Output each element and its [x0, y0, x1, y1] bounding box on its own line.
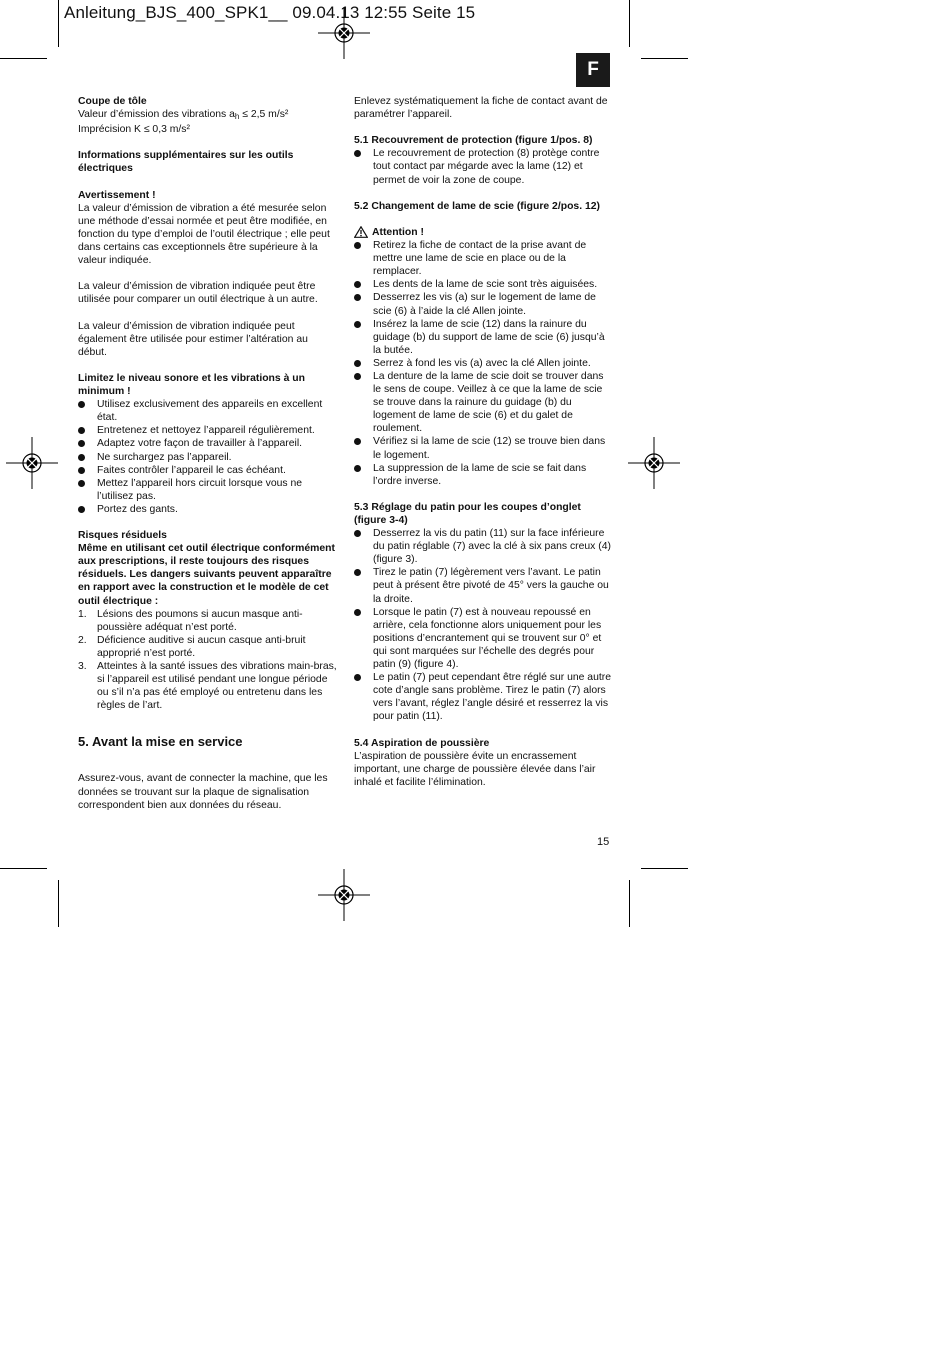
limit-title: Limitez le niveau sonore et les vibrations à un minimum !	[78, 372, 305, 398]
warning-triangle-icon	[354, 226, 368, 238]
residual-risks-block	[78, 529, 338, 712]
list-item: La suppression de la lame de scie se fait dans l’ordre inverse.	[354, 462, 612, 488]
crop-mark	[0, 58, 47, 59]
list-item: Adaptez votre façon de travailler à l’appareil.	[78, 437, 338, 450]
warning-block	[78, 189, 338, 268]
list-item: Ne surchargez pas l’appareil.	[78, 451, 338, 464]
registration-mark-icon	[318, 7, 370, 59]
print-header: Anleitung_BJS_400_SPK1__ 09.04.13 12:55 Seite 15	[64, 3, 476, 22]
section-5-1-list	[354, 147, 612, 186]
list-item: Entretenez et nettoyez l’appareil régulièrement.	[78, 424, 338, 437]
list-item: Retirez la fiche de contact de la prise avant de mettre une lame de scie en place ou de la remplacer.	[354, 239, 612, 278]
list-item: 3. Atteintes à la santé issues des vibrations main-bras, si l’appareil est utilisé pendant une longue période ou s’il n’a pas été employé ou entretenu dans les règles de l’art.	[78, 661, 337, 712]
section-5-3-list	[354, 527, 612, 723]
sheet-cutting-title: Coupe de tôle	[78, 96, 147, 107]
list-item: Serrez à fond les vis (a) avec la clé Allen jointe.	[354, 357, 612, 370]
list-item: Vérifiez si la lame de scie (12) se trouve bien dans le logement.	[354, 435, 612, 461]
list-item: Desserrez les vis (a) sur le logement de lame de scie (6) à l’aide la clé Allen jointe.	[354, 291, 612, 317]
language-tab: F	[576, 53, 610, 87]
list-item: Desserrez la vis du patin (11) sur la face inférieure du patin réglable (7) avec la clé à six pans creux (4) (figure 3).	[354, 527, 612, 566]
list-item: La denture de la lame de scie doit se trouver dans le sens de coupe. Veillez à ce que la lame de scie se trouve dans la rainure du guidage (b) du logement de lame de scie (6) et du galet de roulement.	[354, 370, 612, 435]
crop-mark	[629, 880, 630, 927]
section-5-text: Assurez-vous, avant de connecter la machine, que les données se trouvant sur la plaque de signalisation correspondent bien aux données du réseau.	[78, 773, 328, 811]
section-5-3	[354, 501, 612, 724]
list-item: 1. Lésions des poumons si aucun masque anti-poussière adéquat n’est porté.	[78, 608, 303, 633]
section-5-1-title: 5.1 Recouvrement de protection (figure 1/pos. 8)	[354, 135, 593, 147]
warning-title: Avertissement !	[78, 189, 156, 201]
residual-risks-intro: Même en utilisant cet outil électrique conformément aux prescriptions, il reste toujours des risques résiduels. Les dangers suivants peuvent apparaître en rapport avec la construction et le modèle de cet outil électrique :	[78, 543, 335, 607]
limit-block	[78, 372, 338, 516]
section-5-4-text: L’aspiration de poussière évite un encrassement important, une charge de poussière élevée dans l’air inhalé et facilite l’élimination.	[354, 750, 596, 788]
vibration-value: Valeur d’émission des vibrations $a_h \le 2,5$ m/s²	[78, 109, 289, 122]
section-5-4-title: 5.4 Aspiration de poussière	[354, 737, 490, 749]
imprecision-value: Imprécision K ≤ 0,3 m/s²	[78, 124, 190, 136]
list-item: Portez des gants.	[78, 503, 338, 516]
list-item: Faites contrôler l’appareil le cas échéant.	[78, 464, 338, 477]
list-item: Le patin (7) peut cependant être réglé sur une autre cote d’angle sans problème. Tirez le patin (7) alors vers l’avant, réglez l’angle désiré et resserrez la vis pour patin (11).	[354, 671, 612, 723]
paragraph: La valeur d’émission de vibration indiquée peut également être utilisée pour estimer l’altération au début.	[78, 320, 308, 358]
section-5-2-title: 5.2 Changement de lame de scie (figure 2/pos. 12)	[354, 200, 600, 212]
list-item: 2. Déficience auditive si aucun casque anti-bruit approprié n’est porté.	[78, 634, 306, 659]
list-item: Utilisez exclusivement des appareils en excellent état.	[78, 398, 338, 424]
section-5-4	[354, 737, 612, 789]
attention-label: Attention !	[354, 226, 612, 239]
crop-mark	[58, 0, 59, 47]
list-item: Tirez le patin (7) légèrement vers l’avant. Le patin peut à présent être pivoté de 45° vers la gauche ou la droite.	[354, 566, 612, 605]
list-item: Les dents de la lame de scie sont très aiguisées.	[354, 278, 612, 291]
crop-mark	[629, 0, 630, 47]
list-item: Mettez l’appareil hors circuit lorsque vous ne l’utilisez pas.	[78, 477, 338, 503]
section-5-2	[354, 200, 612, 488]
registration-mark-icon	[6, 437, 58, 489]
limit-list	[78, 398, 338, 516]
section-5-heading: 5. Avant la mise en service	[78, 734, 243, 750]
crop-mark	[641, 58, 688, 59]
list-item: Lorsque le patin (7) est à nouveau repoussé en arrière, cela fonctionne alors uniquement pour les positions d’encrantement qui se trouvent sur 0° et qui sont marquées sur l’échelle des degrés pour patin (9) (figure 4).	[354, 606, 612, 671]
list-item: Insérez la lame de scie (12) dans la rainure du guidage (b) du support de lame de scie (6) jusqu’à la butée.	[354, 318, 612, 357]
additional-info-title: Informations supplémentaires sur les outils électriques	[78, 150, 294, 175]
sheet-cutting-block	[78, 95, 338, 136]
crop-mark	[58, 880, 59, 927]
left-column	[78, 95, 338, 812]
section-5-3-title: 5.3 Réglage du patin pour les coupes d’onglet (figure 3-4)	[354, 501, 581, 526]
residual-risks-title: Risques résiduels	[78, 530, 167, 542]
section-5-2-list	[354, 239, 612, 488]
paragraph: La valeur d’émission de vibration indiquée peut être utilisée pour comparer un outil électrique à un autre.	[78, 281, 318, 306]
residual-risks-list	[78, 608, 338, 713]
right-column	[354, 95, 612, 789]
intro-text: Enlevez systématiquement la fiche de contact avant de paramétrer l’appareil.	[354, 96, 608, 121]
warning-text: La valeur d’émission de vibration a été mesurée selon une méthode d’essai normée et peut être modifiée, en fonction du type d’emploi de l’outil électrique ; elle peut dans certains cas exceptionnels être supérieure à la valeur indiquée.	[78, 202, 330, 267]
crop-mark	[641, 868, 688, 869]
crop-mark	[0, 868, 47, 869]
section-5-1	[354, 134, 612, 186]
registration-mark-icon	[318, 869, 370, 921]
list-item: Le recouvrement de protection (8) protège contre tout contact par mégarde avec la lame (12) et permet de voir la zone de coupe.	[354, 147, 612, 186]
registration-mark-icon	[628, 437, 680, 489]
page-number: 15	[597, 836, 610, 848]
